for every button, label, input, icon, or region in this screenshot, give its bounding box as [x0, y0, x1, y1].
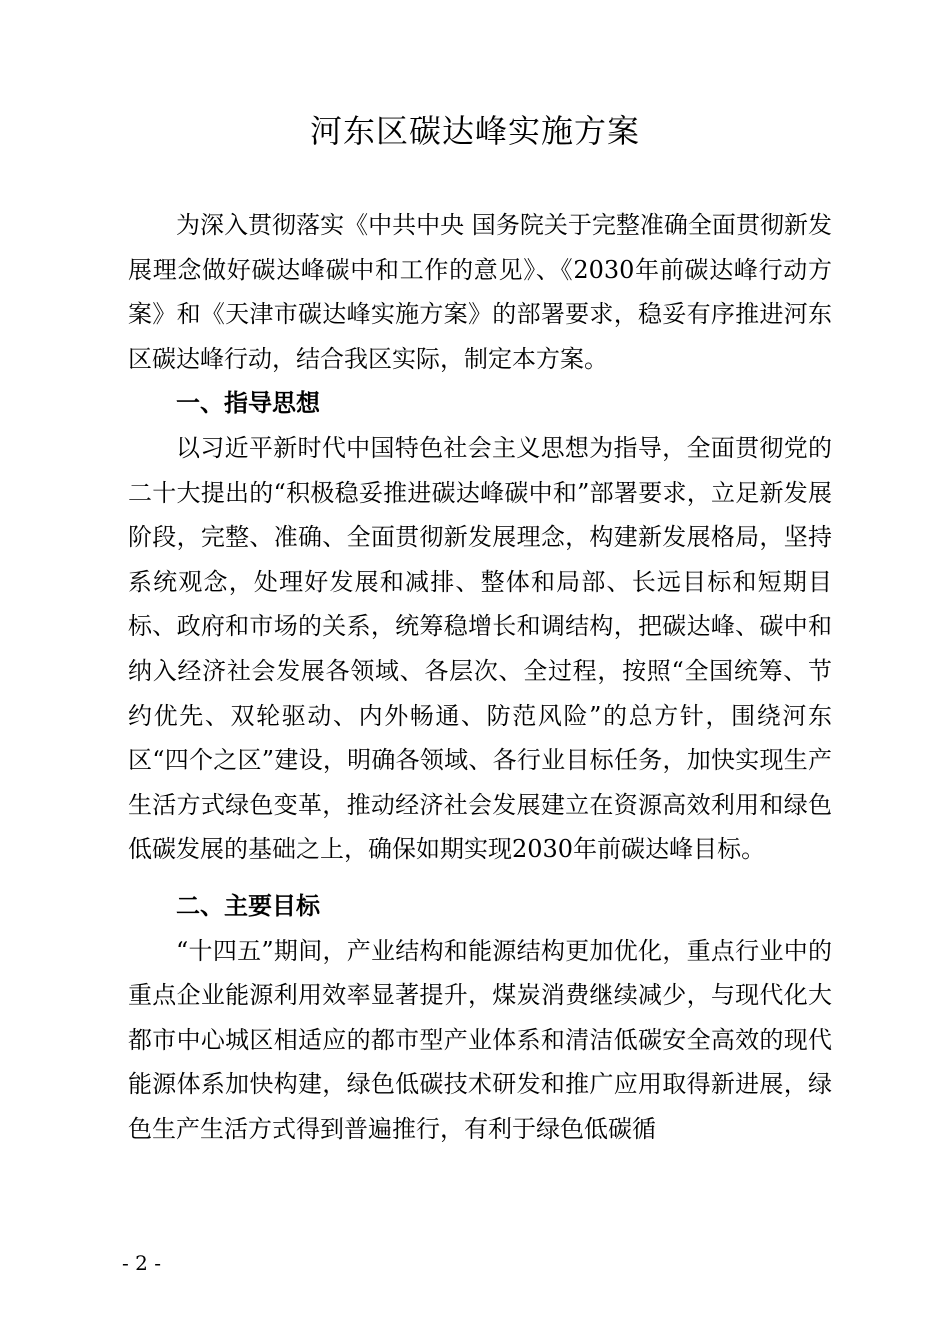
document-title: 河东区碳达峰实施方案: [309, 112, 640, 150]
section-heading-main-goals: 二、主要目标: [176, 891, 320, 920]
intro-paragraph: 为深入贯彻落实《中共中央 国务院关于完整准确全面贯彻新发展理念做好碳达峰碳中和工作的意见》、《2030年前碳达峰行动方案》和《天津市碳达峰实施方案》的部署要求，稳妥有序推进河东区碳达峰行动，结合我区实际，制定本方案。: [128, 211, 832, 373]
page-number: - 2 -: [122, 1251, 161, 1275]
main-goals-paragraph: “十四五”期间，产业结构和能源结构更加优化，重点行业中的重点企业能源利用效率显著提升，煤炭消费继续减少，与现代化大都市中心城区相适应的都市型产业体系和清洁低碳安全高效的现代能源体系加快构建，绿色低碳技术研发和推广应用取得新进展，绿色生产生活方式得到普遍推行，有利于绿色低碳循: [128, 936, 832, 1143]
guiding-ideology-paragraph: 以习近平新时代中国特色社会主义思想为指导，全面贯彻党的二十大提出的“积极稳妥推进碳达峰碳中和”部署要求，立足新发展阶段，完整、准确、全面贯彻新发展理念，构建新发展格局，坚持系统观念，处理好发展和减排、整体和局部、长远目标和短期目标、政府和市场的关系，统筹稳增长和调结构，把碳达峰、碳中和纳入经济社会发展各领域、各层次、全过程，按照“全国统筹、节约优先、双轮驱动、内外畅通、防范风险”的总方针，围绕河东区“四个之区”建设，明确各领域、各行业目标任务，加快实现生产生活方式绿色变革，推动经济社会发展建立在资源高效利用和绿色低碳发展的基础之上，确保如期实现2030年前碳达峰目标。: [128, 433, 832, 864]
document-body: [128, 203, 832, 1151]
section-heading-guiding-ideology: 一、指导思想: [176, 389, 320, 418]
